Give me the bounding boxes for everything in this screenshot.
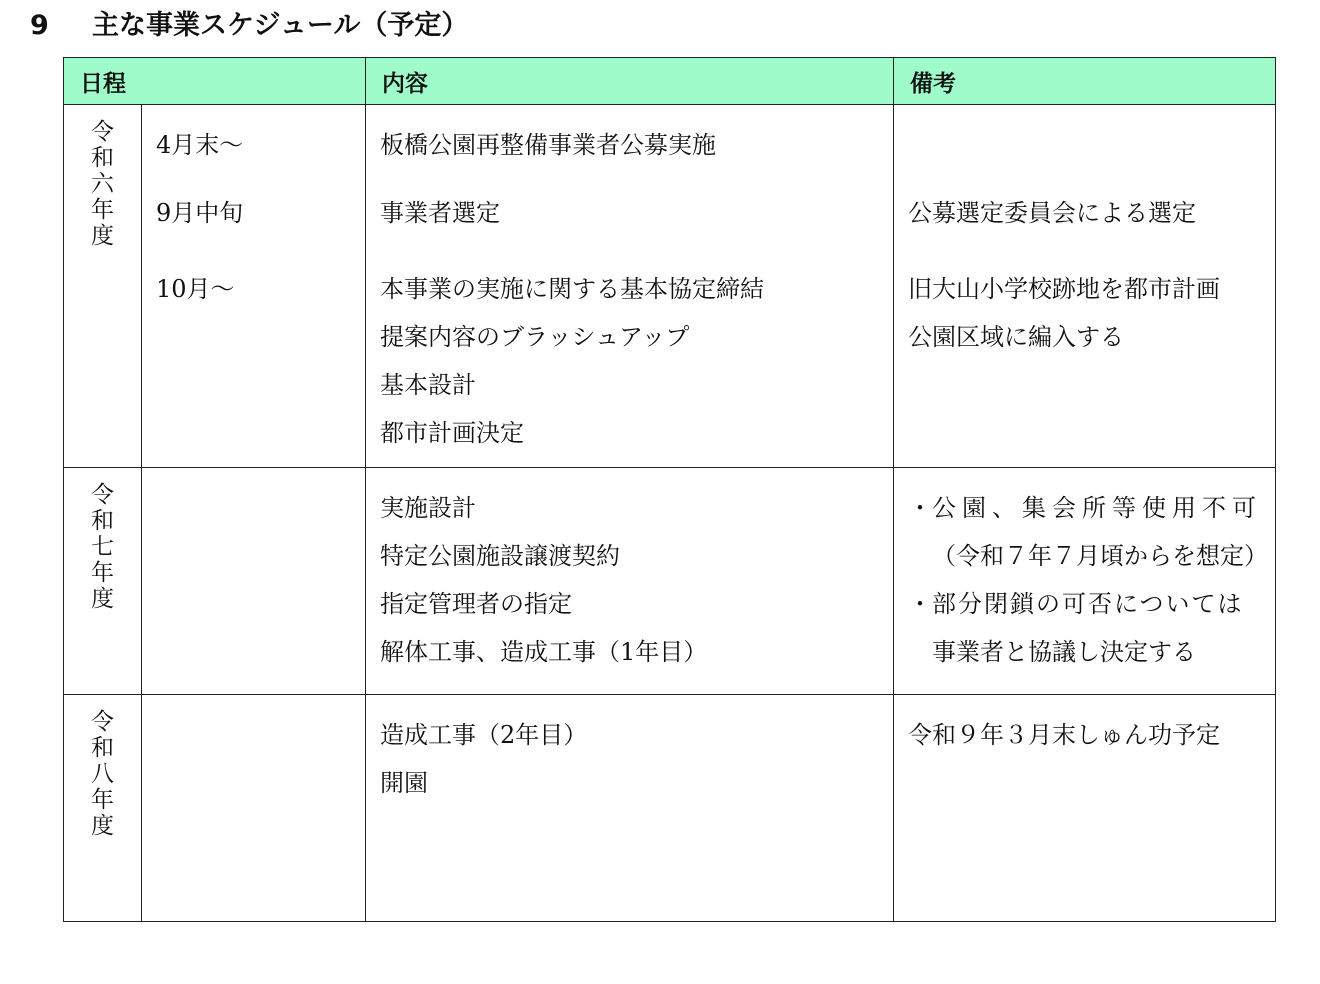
content-item: 造成工事（2年目） (380, 721, 588, 749)
note-bullet-item (908, 484, 1265, 532)
section-number: 9 (30, 10, 49, 41)
schedule-table (63, 57, 1276, 922)
bullet-mark: ・ (908, 590, 932, 618)
year-label: 令和八年度 (91, 709, 114, 839)
note-item: 事業者と協議し決定する (932, 638, 1196, 666)
header-schedule: 日程 (64, 58, 366, 105)
year-label: 令和七年度 (91, 482, 114, 612)
content-item: 板橋公園再整備事業者公募実施 (380, 131, 716, 159)
note-text: 部分閉鎖の可否については (932, 590, 1244, 618)
note-item: 公募選定委員会による選定 (908, 199, 1196, 227)
note-text: 公園、集会所等使用不可 (932, 494, 1262, 522)
note-item: 公園区域に編入する (908, 323, 1124, 351)
content-item: 指定管理者の指定 (380, 590, 572, 618)
table-row (64, 105, 1276, 468)
date-item: 9月中旬 (156, 199, 244, 227)
section-title (30, 6, 468, 46)
table-row (64, 468, 1276, 695)
content-cell (366, 695, 894, 922)
year-cell (64, 468, 142, 695)
content-item: 開園 (380, 769, 428, 797)
year-cell (64, 105, 142, 468)
content-item: 解体工事、造成工事（1年目） (380, 638, 708, 666)
content-item: 基本設計 (380, 371, 476, 399)
notes-cell (894, 105, 1276, 468)
content-cell (366, 468, 894, 695)
date-cell (142, 468, 366, 695)
content-cell (366, 105, 894, 468)
notes-cell (894, 468, 1276, 695)
note-item: （令和７年７月頃からを想定） (932, 542, 1268, 570)
section-heading: 主な事業スケジュール（予定） (92, 10, 469, 41)
content-item: 都市計画決定 (380, 419, 524, 447)
date-item: 4月末～ (156, 131, 244, 159)
notes-cell (894, 695, 1276, 922)
header-content: 内容 (366, 58, 894, 105)
date-item: 10月～ (156, 275, 235, 303)
header-notes: 備考 (894, 58, 1276, 105)
content-item: 特定公園施設譲渡契約 (380, 542, 620, 570)
date-cell (142, 695, 366, 922)
content-item: 提案内容のブラッシュアップ (380, 323, 690, 351)
table-header-row (64, 58, 1276, 105)
note-item: 旧大山小学校跡地を都市計画 (908, 275, 1220, 303)
content-item: 本事業の実施に関する基本協定締結 (380, 275, 764, 303)
content-item: 実施設計 (380, 494, 476, 522)
bullet-mark: ・ (908, 494, 932, 522)
table-row (64, 695, 1276, 922)
note-item: 令和９年３月末しゅん功予定 (908, 721, 1220, 749)
date-cell (142, 105, 366, 468)
note-bullet-item (908, 580, 1265, 628)
content-item: 事業者選定 (380, 199, 500, 227)
year-label: 令和六年度 (91, 119, 114, 249)
year-cell (64, 695, 142, 922)
